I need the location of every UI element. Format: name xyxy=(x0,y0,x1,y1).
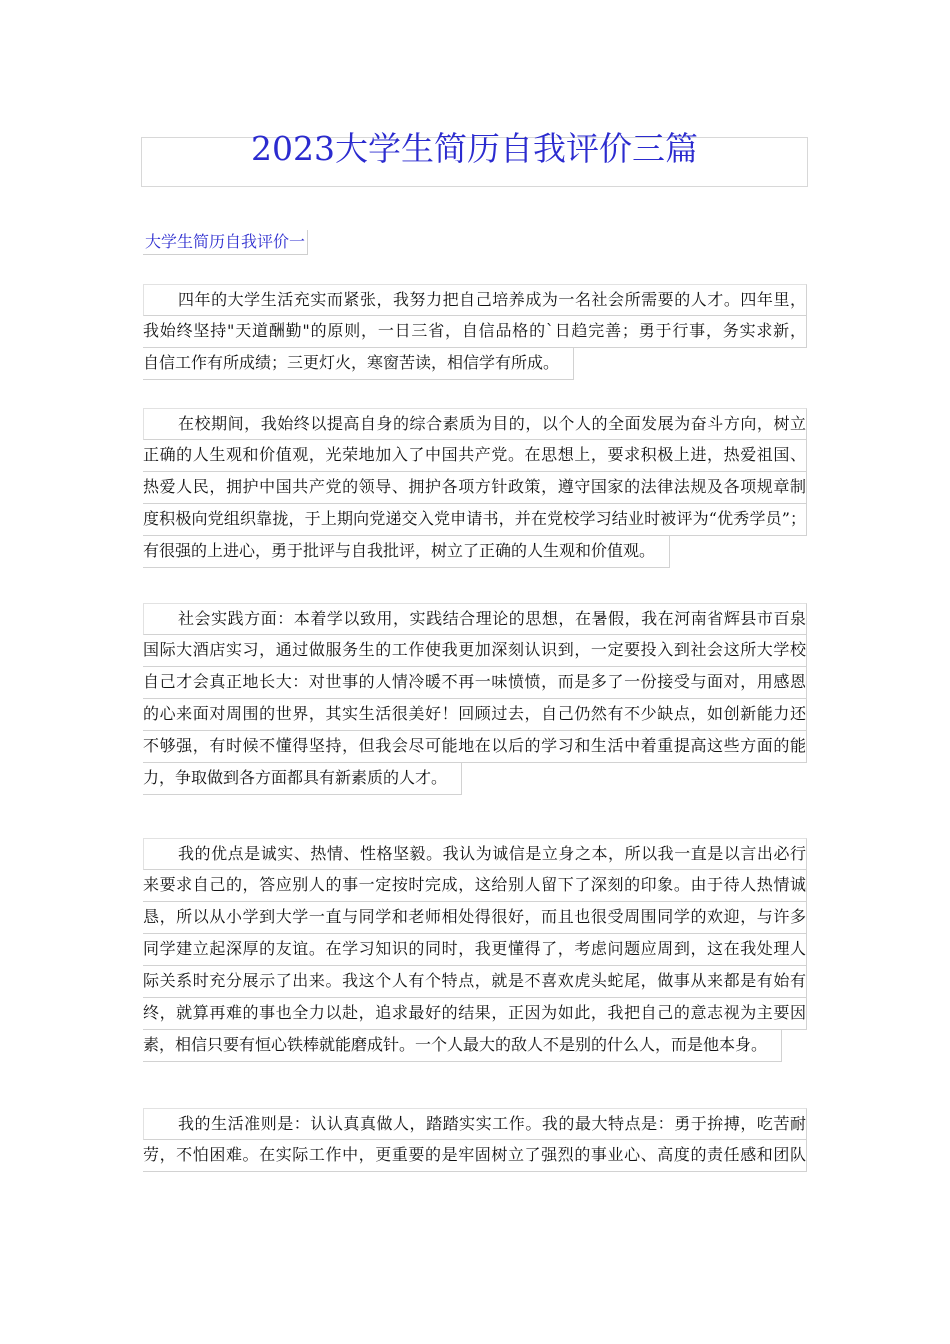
paragraph-line: 国际大酒店实习，通过做服务生的工作使我更加深刻认识到，一定要投入到社会这所大学校 xyxy=(143,635,807,667)
paragraph-line: 终，就算再难的事也全力以赴，追求最好的结果，正因为如此，我把自己的意志视为主要因 xyxy=(143,998,807,1030)
paragraph-line: 我的生活准则是：认认真真做人，踏踏实实工作。我的最大特点是：勇于拚搏，吃苦耐 xyxy=(143,1108,807,1140)
paragraph-line: 素，相信只要有恒心铁棒就能磨成针。一个人最大的敌人不是别的什么人，而是他本身。 xyxy=(143,1030,782,1062)
paragraph-line: 有很强的上进心，勇于批评与自我批评，树立了正确的人生观和价值观。 xyxy=(143,536,670,568)
paragraph-line: 自己才会真正地长大：对世事的人情冷暖不再一味愤愤，而是多了一份接受与面对，用感恩 xyxy=(143,667,807,699)
paragraph-line: 同学建立起深厚的友谊。在学习知识的同时，我更懂得了，考虑问题应周到，这在我处理人 xyxy=(143,934,807,966)
paragraph-line: 劳，不怕困难。在实际工作中，更重要的是牢固树立了强烈的事业心、高度的责任感和团队 xyxy=(143,1140,807,1172)
paragraph-line: 四年的大学生活充实而紧张，我努力把自己培养成为一名社会所需要的人才。四年里， xyxy=(143,284,807,316)
paragraph-line: 在校期间，我始终以提高自身的综合素质为目的，以个人的全面发展为奋斗方向，树立 xyxy=(143,408,807,440)
paragraph-3 xyxy=(143,603,807,799)
paragraph-1 xyxy=(143,284,807,384)
paragraph-line: 自信工作有所成绩；三更灯火，寒窗苦读，相信学有所成。 xyxy=(143,348,574,380)
paragraph-4 xyxy=(143,838,807,1066)
section-heading: 大学生简历自我评价一 xyxy=(143,230,308,255)
paragraph-line: 我的优点是诚实、热情、性格坚毅。我认为诚信是立身之本，所以我一直是以言出必行 xyxy=(143,838,807,870)
paragraph-line: 社会实践方面：本着学以致用，实践结合理论的思想，在暑假，我在河南省辉县市百泉 xyxy=(143,603,807,635)
paragraph-line: 力，争取做到各方面都具有新素质的人才。 xyxy=(143,763,462,795)
paragraph-line: 不够强，有时候不懂得坚持，但我会尽可能地在以后的学习和生活中着重提高这些方面的能 xyxy=(143,731,807,763)
paragraph-line: 恳，所以从小学到大学一直与同学和老师相处得很好，而且也很受周围同学的欢迎，与许多 xyxy=(143,902,807,934)
paragraph-line: 我始终坚持"天道酬勤"的原则，一日三省，自信品格的`日趋完善；勇于行事，务实求新， xyxy=(143,316,807,348)
paragraph-line: 度积极向党组织靠拢，于上期向党递交入党申请书，并在党校学习结业时被评为“优秀学员”； xyxy=(143,504,807,536)
paragraph-line: 的心来面对周围的世界，其实生活很美好！回顾过去，自己仍然有不少缺点，如创新能力还 xyxy=(143,699,807,731)
paragraph-line: 来要求自己的，答应别人的事一定按时完成，这给别人留下了深刻的印象。由于待人热情诚 xyxy=(143,870,807,902)
paragraph-line: 热爱人民，拥护中国共产党的领导、拥护各项方针政策，遵守国家的法律法规及各项规章制 xyxy=(143,472,807,504)
paragraph-line: 际关系时充分展示了出来。我这个人有个特点，就是不喜欢虎头蛇尾，做事从来都是有始有 xyxy=(143,966,807,998)
paragraph-line: 正确的人生观和价值观，光荣地加入了中国共产党。在思想上，要求积极上进，热爱祖国、 xyxy=(143,440,807,472)
paragraph-5 xyxy=(143,1108,807,1172)
paragraph-2 xyxy=(143,408,807,572)
document-title: 2023大学生简历自我评价三篇 xyxy=(251,129,698,168)
